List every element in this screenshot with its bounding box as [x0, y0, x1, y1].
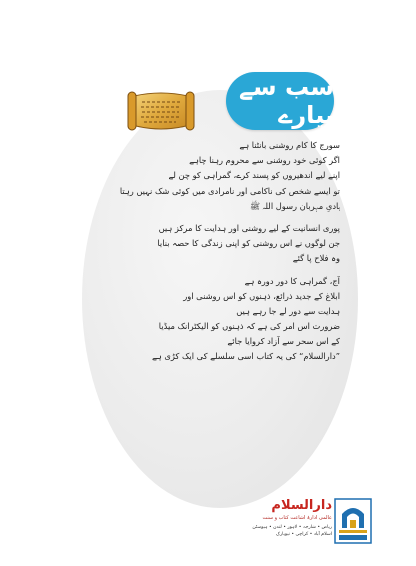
publisher-name: دارالسلام [271, 498, 332, 513]
poem-line: جن لوگوں نے اس روشنی کو اپنی زندگی کا حصہ بنایا [157, 238, 340, 249]
page-title: سب سے پیارے [226, 72, 334, 130]
poem-line: کے اس سحر سے آزاد کروایا جائے [227, 336, 340, 347]
poem-line: ہادیِ مہربان رسول اللہ ﷺ [249, 200, 340, 211]
poem-line: ہدایت سے دور لے جا رہے ہیں [236, 305, 340, 316]
poem-text [94, 138, 340, 365]
publisher-logo [196, 498, 332, 542]
poem-line: ابلاغ کے جدید ذرائع، ذہنوں کو اس روشنی اور [183, 290, 340, 301]
poem-line: سورج کا کام روشنی بانٹنا ہے [239, 140, 340, 150]
poem-line: آج، گمراہی کا دور دورہ ہے [244, 275, 340, 286]
poem-line: اپنے لیے اندھیروں کو پسند کرے، گمراہی کو چن لے [168, 170, 340, 181]
poem-line: تو ایسے شخص کی ناکامی اور نامرادی میں کوئی شک نہیں رہتا [119, 185, 340, 196]
poem-line: ”دارالسلام“ کی یہ کتاب اسی سلسلے کی ایک کڑی ہے [151, 351, 340, 362]
publisher-cities-line: اسلام آباد • کراچی • نیویارک [275, 532, 332, 537]
parchment-scroll-icon [124, 86, 198, 136]
poem-line: اگر کوئی خود روشنی سے محروم رہنا چاہے [189, 155, 340, 166]
publisher-cities [252, 524, 332, 538]
darussalam-emblem-icon [334, 498, 372, 544]
publisher-tagline: عالمی ادارۂ اشاعت کتاب و سنت [262, 515, 332, 521]
poem-line: وہ فلاح پا گئے [292, 253, 340, 264]
publisher-cities-line: ریاض • شارجہ • لاہور • لندن • ہیوسٹن [252, 525, 332, 530]
poem-line: پوری انسانیت کے لیے روشنی اور ہدایت کا مرکز ہیں [158, 222, 340, 233]
poem-line: ضرورت اس امر کی ہے کہ ذہنوں کو الیکٹرانک میڈیا [158, 321, 340, 332]
